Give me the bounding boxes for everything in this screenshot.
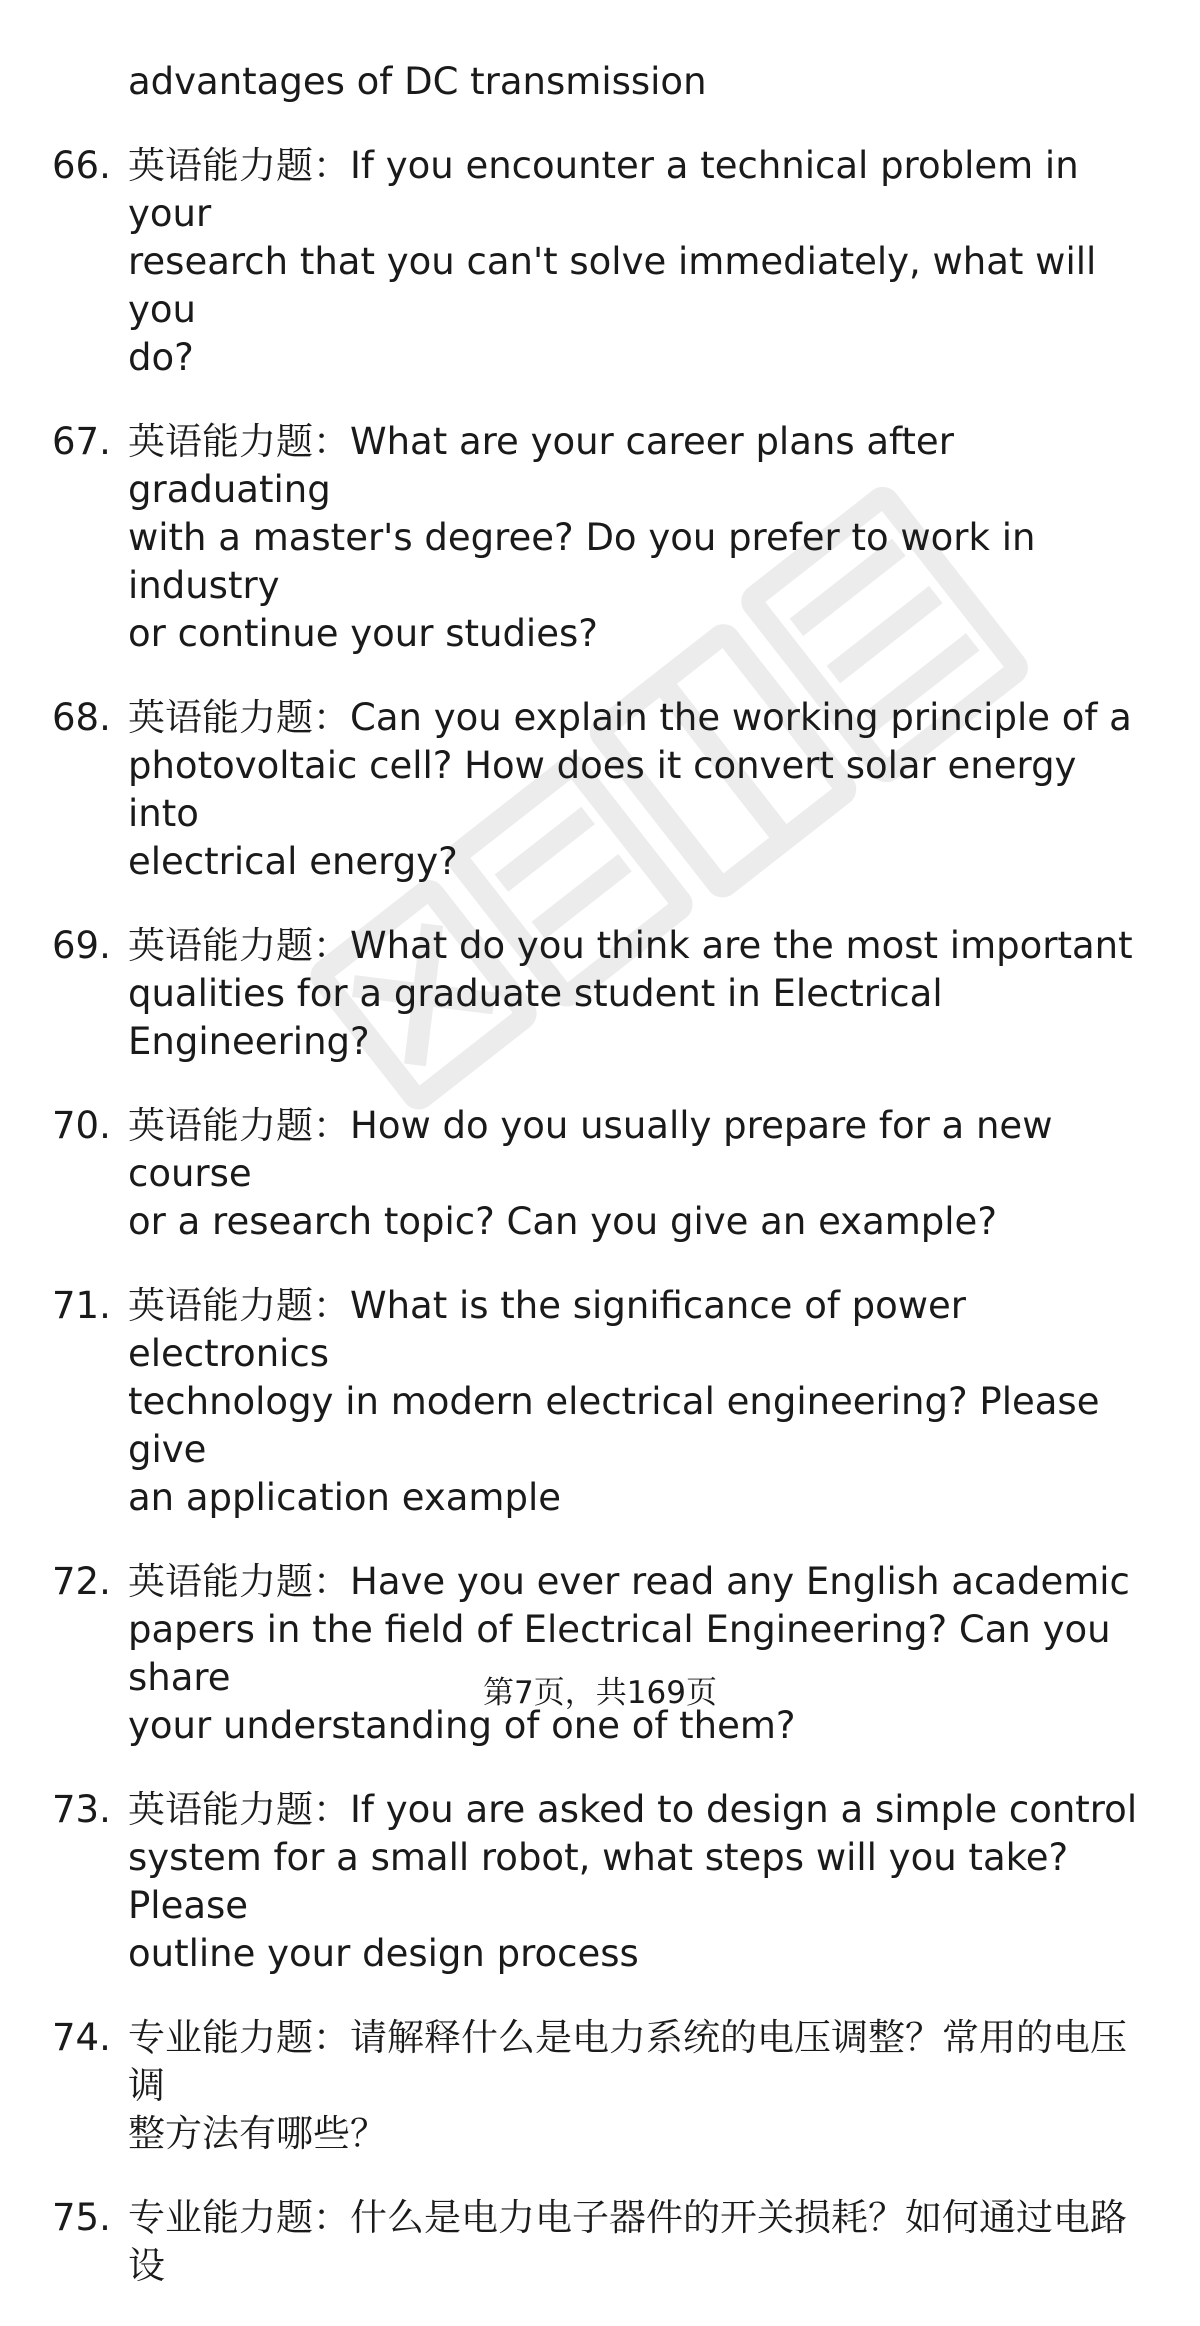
question-item [0, 1786, 1200, 1978]
question-number: 66. [52, 144, 111, 187]
question-text: 英语能力题：What are your career plans after graduating with a master's degree? Do you prefer to work in industry or continue your studies? [128, 420, 1036, 655]
question-item [0, 2014, 1200, 2158]
question-list [0, 142, 1200, 2326]
question-text: 英语能力题：What is the significance of power electronics technology in modern electrical engineering? Please give an application example [128, 1284, 1100, 1519]
question-number: 73. [52, 1788, 111, 1831]
question-number: 71. [52, 1284, 111, 1327]
question-text: 专业能力题：请解释什么是电力系统的电压调整？常用的电压调 整方法有哪些？ [128, 2016, 1127, 2155]
question-text: 英语能力题：Can you explain the working principle of a photovoltaic cell? How does it convert solar energy into electrical energy? [128, 696, 1132, 883]
question-text: 英语能力题：If you encounter a technical problem in your research that you can't solve immediately, what will you do? [128, 144, 1097, 379]
question-item [0, 142, 1200, 382]
question-number: 75. [52, 2196, 111, 2239]
question-item [0, 1558, 1200, 1750]
question-item [0, 1102, 1200, 1246]
question-number: 74. [52, 2016, 111, 2059]
question-text: 英语能力题：Have you ever read any English academic papers in the field of Electrical Engineering? Can you share your understanding of one of them? [128, 1560, 1130, 1747]
question-number: 69. [52, 924, 111, 967]
question-number: 68. [52, 696, 111, 739]
question-text: 英语能力题：How do you usually prepare for a new course or a research topic? Can you give an example? [128, 1104, 1053, 1243]
continuation-text: advantages of DC transmission [128, 60, 707, 103]
question-number: 70. [52, 1104, 111, 1147]
page-footer: 第7页，共169页 [483, 1675, 717, 1711]
question-number: 72. [52, 1560, 111, 1603]
question-item [0, 1282, 1200, 1522]
question-item [0, 694, 1200, 886]
question-text: 专业能力题：什么是电力电子器件的开关损耗？如何通过电路设 [128, 2196, 1127, 2287]
question-text: 英语能力题：If you are asked to design a simple control system for a small robot, what steps will you take? Please outline your design process [128, 1788, 1138, 1975]
question-item [0, 2194, 1200, 2290]
question-text: 英语能力题：What do you think are the most important qualities for a graduate student in Electrical Engineering? [128, 924, 1133, 1063]
question-item [0, 418, 1200, 658]
question-number: 67. [52, 420, 111, 463]
question-item [0, 922, 1200, 1066]
